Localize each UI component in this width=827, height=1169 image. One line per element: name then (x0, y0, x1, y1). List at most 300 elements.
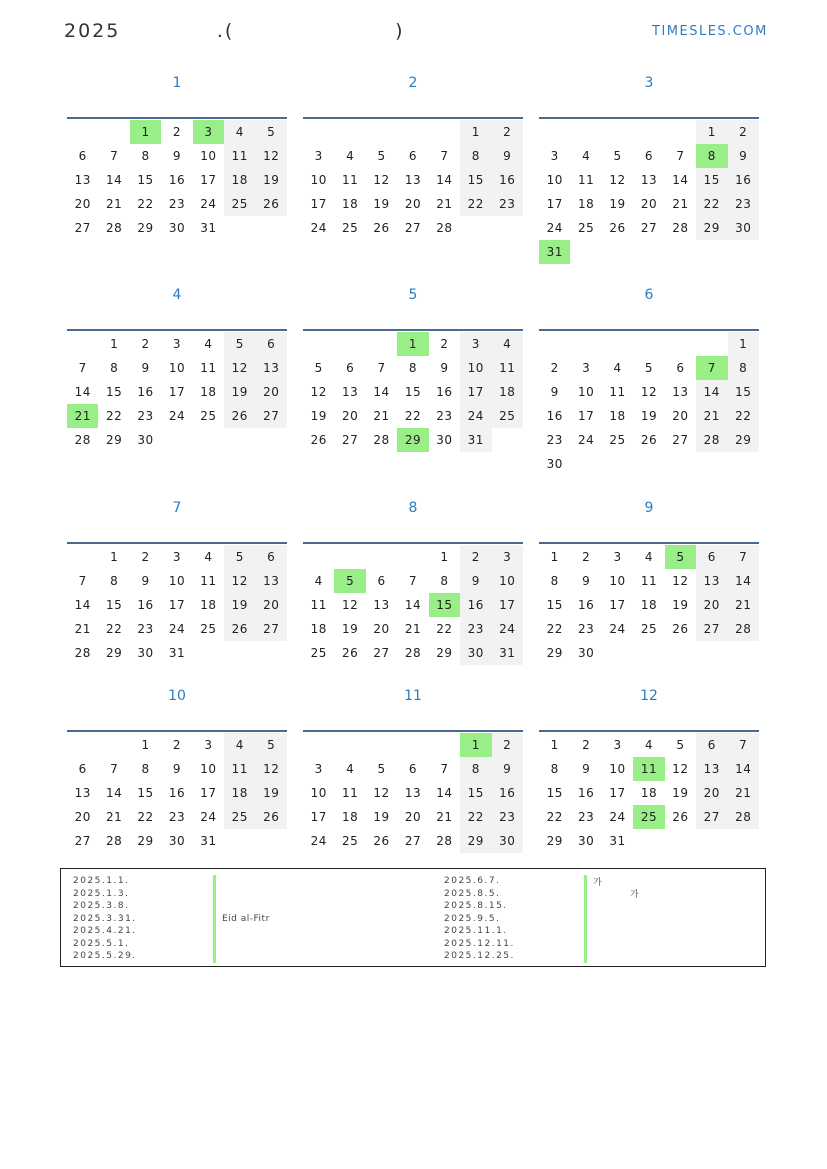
day-cell: 9 (728, 144, 759, 168)
empty-cell (665, 120, 696, 144)
empty-cell (602, 120, 633, 144)
day-cell: 22 (546, 810, 563, 824)
day-cell: 4 (224, 733, 255, 757)
day-cell: 21 (436, 810, 453, 824)
month-title: 1 (172, 75, 182, 91)
holiday-color-marker (213, 900, 216, 913)
day-cell: 8 (728, 356, 759, 380)
holiday-legend-row (444, 888, 773, 901)
day-cell: 15 (105, 385, 123, 399)
empty-cell (303, 120, 334, 144)
day-cell: 4 (314, 574, 323, 588)
day-cell: 17 (609, 786, 626, 800)
day-cell: 21 (404, 622, 422, 636)
day-cell: 19 (640, 409, 658, 423)
holiday-color-marker (213, 938, 216, 951)
day-cell: 26 (373, 221, 390, 235)
day-cell: 15 (546, 786, 563, 800)
day-cell: 13 (696, 569, 727, 593)
day-cell: 23 (492, 805, 523, 829)
day-cell: 8 (440, 574, 449, 588)
day-cell: 14 (672, 173, 689, 187)
day-cell: 3 (613, 550, 622, 564)
day-cell: 13 (404, 173, 422, 187)
holiday-name: 가 (593, 877, 603, 888)
day-cell: 27 (74, 221, 91, 235)
day-cell: 18 (224, 168, 255, 192)
day-cell: 8 (141, 762, 150, 776)
day-cell: 21 (728, 593, 759, 617)
empty-cell (67, 545, 98, 569)
day-cell: 30 (137, 433, 154, 447)
day-cell: 26 (672, 622, 689, 636)
day-cell: 7 (78, 361, 87, 375)
day-cell: 24 (168, 409, 186, 423)
day-cell: 5 (224, 332, 255, 356)
empty-cell (334, 332, 365, 356)
day-cell: 20 (74, 197, 91, 211)
day-cell: 29 (105, 433, 123, 447)
day-cell: 17 (492, 593, 523, 617)
day-cell: 19 (672, 598, 689, 612)
day-cell: 14 (105, 173, 123, 187)
day-cell: 1 (696, 120, 727, 144)
day-cell: 24 (168, 622, 186, 636)
day-cell: 8 (460, 757, 491, 781)
day-cell: 25 (200, 409, 217, 423)
day-cell: 1 (728, 332, 759, 356)
day-cell: 24 (310, 221, 327, 235)
day-cell: 28 (696, 428, 727, 452)
holiday-legend-row (73, 900, 402, 913)
day-cell: 10 (200, 762, 217, 776)
day-cell: 15 (137, 173, 154, 187)
day-cell: 28 (404, 646, 422, 660)
day-cell: 29 (137, 221, 154, 235)
day-cell: 31 (609, 834, 626, 848)
holiday-date: 2025.6.7. (444, 876, 501, 887)
day-cell: 23 (137, 409, 154, 423)
day-cell: 18 (492, 380, 523, 404)
day-cell: 13 (696, 757, 727, 781)
holiday-date: 2025.3.31. (73, 913, 137, 924)
empty-cell (696, 332, 727, 356)
day-cell: 8 (550, 762, 559, 776)
day-cell: 6 (408, 762, 418, 776)
day-cell: 10 (609, 574, 626, 588)
day-cell: 3 (582, 361, 591, 375)
holiday-day-cell: 29 (397, 428, 428, 452)
day-cell: 23 (168, 810, 186, 824)
empty-cell (602, 332, 633, 356)
empty-cell (67, 733, 98, 757)
empty-cell (397, 545, 428, 569)
day-cell: 12 (373, 786, 390, 800)
empty-cell (397, 733, 428, 757)
day-cell: 6 (676, 361, 685, 375)
day-cell: 4 (582, 149, 591, 163)
holiday-day-cell: 25 (633, 805, 664, 829)
day-cell: 2 (172, 738, 182, 752)
day-cell: 16 (492, 168, 523, 192)
day-cell: 14 (404, 598, 422, 612)
day-cell: 24 (609, 622, 626, 636)
day-cell: 19 (256, 168, 287, 192)
day-cell: 22 (728, 404, 759, 428)
day-cell: 28 (105, 834, 123, 848)
day-cell: 13 (672, 385, 689, 399)
day-cell: 22 (404, 409, 422, 423)
day-cell: 19 (341, 622, 359, 636)
empty-cell (303, 545, 334, 569)
day-cell: 10 (460, 356, 491, 380)
holiday-name: Eid al-Fitr (222, 913, 270, 924)
day-cell: 25 (224, 805, 255, 829)
month-grid (303, 542, 523, 665)
day-cell: 11 (609, 385, 626, 399)
day-cell: 7 (728, 733, 759, 757)
day-cell: 23 (577, 810, 595, 824)
day-cell: 15 (546, 598, 563, 612)
day-cell: 6 (256, 332, 287, 356)
day-cell: 13 (256, 569, 287, 593)
holiday-legend-row (444, 900, 773, 913)
day-cell: 29 (436, 646, 453, 660)
empty-cell (334, 120, 365, 144)
day-cell: 25 (200, 622, 217, 636)
day-cell: 10 (492, 569, 523, 593)
day-cell: 22 (105, 409, 123, 423)
day-cell: 12 (256, 144, 287, 168)
day-cell: 25 (609, 433, 626, 447)
empty-cell (334, 733, 365, 757)
day-cell: 1 (110, 550, 119, 564)
month-grid (303, 117, 523, 240)
day-cell: 25 (310, 646, 327, 660)
day-cell: 12 (672, 574, 689, 588)
day-cell: 30 (577, 646, 595, 660)
day-cell: 20 (373, 622, 390, 636)
empty-cell (633, 120, 664, 144)
day-cell: 9 (460, 569, 491, 593)
day-cell: 24 (460, 404, 491, 428)
day-cell: 4 (204, 550, 213, 564)
empty-cell (98, 120, 129, 144)
day-cell: 22 (460, 805, 491, 829)
day-cell: 29 (696, 216, 727, 240)
holiday-legend-row (444, 913, 773, 926)
holiday-day-cell: 1 (460, 733, 491, 757)
day-cell: 23 (577, 622, 595, 636)
day-cell: 30 (546, 457, 563, 471)
day-cell: 2 (728, 120, 759, 144)
day-cell: 27 (640, 221, 658, 235)
day-cell: 16 (137, 598, 154, 612)
day-cell: 21 (436, 197, 453, 211)
day-cell: 5 (377, 762, 386, 776)
day-cell: 10 (577, 385, 595, 399)
day-cell: 17 (168, 598, 186, 612)
day-cell: 7 (110, 149, 119, 163)
empty-cell (570, 332, 601, 356)
day-cell: 15 (460, 168, 491, 192)
holiday-date: 2025.1.3. (73, 888, 130, 899)
holiday-day-cell: 31 (539, 240, 570, 264)
day-cell: 28 (728, 805, 759, 829)
day-cell: 18 (609, 409, 626, 423)
day-cell: 26 (640, 433, 658, 447)
holiday-day-cell: 5 (334, 569, 365, 593)
day-cell: 20 (640, 197, 658, 211)
day-cell: 16 (137, 385, 154, 399)
day-cell: 21 (105, 197, 123, 211)
day-cell: 14 (436, 173, 453, 187)
day-cell: 6 (408, 149, 418, 163)
day-cell: 19 (672, 786, 689, 800)
day-cell: 4 (346, 762, 355, 776)
day-cell: 28 (74, 433, 91, 447)
day-cell: 9 (440, 361, 449, 375)
day-cell: 9 (550, 385, 559, 399)
day-cell: 6 (377, 574, 386, 588)
day-cell: 15 (137, 786, 154, 800)
day-cell: 26 (373, 834, 390, 848)
holiday-date: 2025.5.1. (73, 938, 130, 949)
day-cell: 31 (168, 646, 186, 660)
day-cell: 20 (256, 593, 287, 617)
day-cell: 27 (74, 834, 91, 848)
holiday-date: 2025.1.1. (73, 876, 130, 887)
day-cell: 15 (696, 168, 727, 192)
day-cell: 9 (172, 762, 182, 776)
day-cell: 19 (256, 781, 287, 805)
day-cell: 27 (256, 617, 287, 641)
day-cell: 2 (440, 337, 449, 351)
day-cell: 12 (224, 356, 255, 380)
day-cell: 3 (492, 545, 523, 569)
day-cell: 2 (141, 550, 150, 564)
day-cell: 17 (200, 173, 217, 187)
day-cell: 10 (609, 762, 626, 776)
holiday-date: 2025.3.8. (73, 901, 130, 912)
empty-cell (397, 120, 428, 144)
holiday-legend-row (73, 938, 402, 951)
day-cell: 28 (436, 221, 453, 235)
holiday-legend (60, 868, 766, 967)
day-cell: 5 (256, 733, 287, 757)
empty-cell (429, 120, 460, 144)
day-cell: 20 (696, 593, 727, 617)
day-cell: 1 (460, 120, 491, 144)
day-cell: 22 (137, 197, 154, 211)
day-cell: 11 (200, 361, 217, 375)
empty-cell (665, 332, 696, 356)
holiday-legend-left (73, 875, 402, 963)
day-cell: 11 (341, 786, 359, 800)
day-cell: 2 (492, 120, 523, 144)
empty-cell (366, 120, 397, 144)
month-grid (303, 329, 523, 452)
day-cell: 30 (577, 834, 595, 848)
day-cell: 8 (460, 144, 491, 168)
holiday-day-cell: 8 (696, 144, 727, 168)
day-cell: 19 (609, 197, 626, 211)
day-cell: 10 (310, 173, 327, 187)
day-cell: 24 (200, 810, 217, 824)
day-cell: 3 (460, 332, 491, 356)
day-cell: 7 (676, 149, 685, 163)
day-cell: 30 (728, 216, 759, 240)
day-cell: 16 (492, 781, 523, 805)
month-title: 7 (172, 500, 182, 516)
day-cell: 10 (310, 786, 327, 800)
day-cell: 6 (696, 545, 727, 569)
holiday-legend-row (73, 950, 402, 963)
day-cell: 3 (314, 762, 323, 776)
day-cell: 19 (310, 409, 327, 423)
day-cell: 28 (672, 221, 689, 235)
holiday-color-marker (213, 888, 216, 901)
day-cell: 11 (310, 598, 327, 612)
holiday-legend-row (444, 875, 773, 888)
day-cell: 20 (404, 197, 422, 211)
empty-cell (334, 545, 365, 569)
day-cell: 12 (672, 762, 689, 776)
day-cell: 9 (141, 574, 150, 588)
day-cell: 26 (224, 404, 255, 428)
day-cell: 20 (696, 781, 727, 805)
month-grid (67, 542, 287, 665)
day-cell: 14 (74, 385, 91, 399)
day-cell: 2 (492, 733, 523, 757)
day-cell: 17 (546, 197, 563, 211)
day-cell: 25 (341, 834, 359, 848)
site-logo[interactable]: TIMESLES.COM (652, 24, 768, 39)
day-cell: 23 (137, 622, 154, 636)
day-cell: 26 (672, 810, 689, 824)
day-cell: 7 (440, 762, 449, 776)
day-cell: 8 (408, 361, 418, 375)
day-cell: 26 (256, 192, 287, 216)
day-cell: 6 (696, 733, 727, 757)
holiday-day-cell: 7 (696, 356, 727, 380)
day-cell: 17 (609, 598, 626, 612)
month-title: 9 (644, 500, 654, 516)
day-cell: 4 (224, 120, 255, 144)
month-title: 12 (640, 688, 658, 704)
day-cell: 25 (224, 192, 255, 216)
day-cell: 26 (256, 805, 287, 829)
day-cell: 13 (341, 385, 359, 399)
day-cell: 26 (224, 617, 255, 641)
empty-cell (539, 332, 570, 356)
day-cell: 23 (546, 433, 563, 447)
holiday-color-marker (584, 925, 587, 938)
day-cell: 27 (696, 617, 727, 641)
day-cell: 14 (74, 598, 91, 612)
day-cell: 22 (696, 192, 727, 216)
day-cell: 3 (172, 550, 182, 564)
day-cell: 27 (404, 221, 422, 235)
day-cell: 29 (460, 829, 491, 853)
day-cell: 11 (224, 144, 255, 168)
empty-cell (366, 733, 397, 757)
day-cell: 13 (640, 173, 658, 187)
day-cell: 27 (373, 646, 390, 660)
holiday-color-marker (213, 875, 216, 888)
day-cell: 29 (546, 834, 563, 848)
day-cell: 15 (460, 781, 491, 805)
month-grid (539, 329, 759, 476)
day-cell: 3 (550, 149, 559, 163)
holiday-date: 2025.9.5. (444, 913, 501, 924)
day-cell: 17 (200, 786, 217, 800)
day-cell: 24 (310, 834, 327, 848)
empty-cell (570, 120, 601, 144)
day-cell: 27 (672, 433, 689, 447)
day-cell: 21 (696, 404, 727, 428)
day-cell: 25 (492, 404, 523, 428)
day-cell: 16 (577, 598, 595, 612)
day-cell: 12 (310, 385, 327, 399)
day-cell: 23 (492, 192, 523, 216)
day-cell: 3 (613, 738, 622, 752)
day-cell: 22 (546, 622, 563, 636)
day-cell: 14 (728, 757, 759, 781)
day-cell: 5 (256, 120, 287, 144)
day-cell: 7 (408, 574, 418, 588)
day-cell: 27 (256, 404, 287, 428)
month-title: 10 (168, 688, 186, 704)
day-cell: 3 (172, 337, 182, 351)
day-cell: 11 (224, 757, 255, 781)
day-cell: 7 (110, 762, 119, 776)
day-cell: 6 (78, 762, 87, 776)
day-cell: 15 (404, 385, 422, 399)
holiday-date: 2025.12.25. (444, 951, 515, 962)
day-cell: 27 (341, 433, 359, 447)
day-cell: 21 (74, 622, 91, 636)
month-title: 6 (644, 287, 654, 303)
day-cell: 14 (696, 380, 727, 404)
day-cell: 28 (436, 834, 453, 848)
day-cell: 19 (224, 593, 255, 617)
day-cell: 12 (256, 757, 287, 781)
empty-cell (539, 120, 570, 144)
day-cell: 16 (168, 786, 186, 800)
day-cell: 21 (672, 197, 689, 211)
month-grid (539, 542, 759, 665)
day-cell: 28 (373, 433, 390, 447)
holiday-legend-row (73, 925, 402, 938)
day-cell: 23 (460, 617, 491, 641)
day-cell: 17 (310, 197, 327, 211)
holiday-legend-row (73, 875, 402, 888)
holiday-day-cell: 3 (193, 120, 224, 144)
day-cell: 2 (550, 361, 559, 375)
day-cell: 19 (224, 380, 255, 404)
holiday-color-marker (213, 925, 216, 938)
day-cell: 5 (377, 149, 386, 163)
day-cell: 13 (74, 786, 91, 800)
holiday-day-cell: 5 (665, 545, 696, 569)
day-cell: 24 (492, 617, 523, 641)
day-cell: 19 (373, 197, 390, 211)
day-cell: 9 (582, 762, 591, 776)
day-cell: 18 (341, 810, 359, 824)
day-cell: 24 (577, 433, 595, 447)
day-cell: 18 (640, 786, 658, 800)
